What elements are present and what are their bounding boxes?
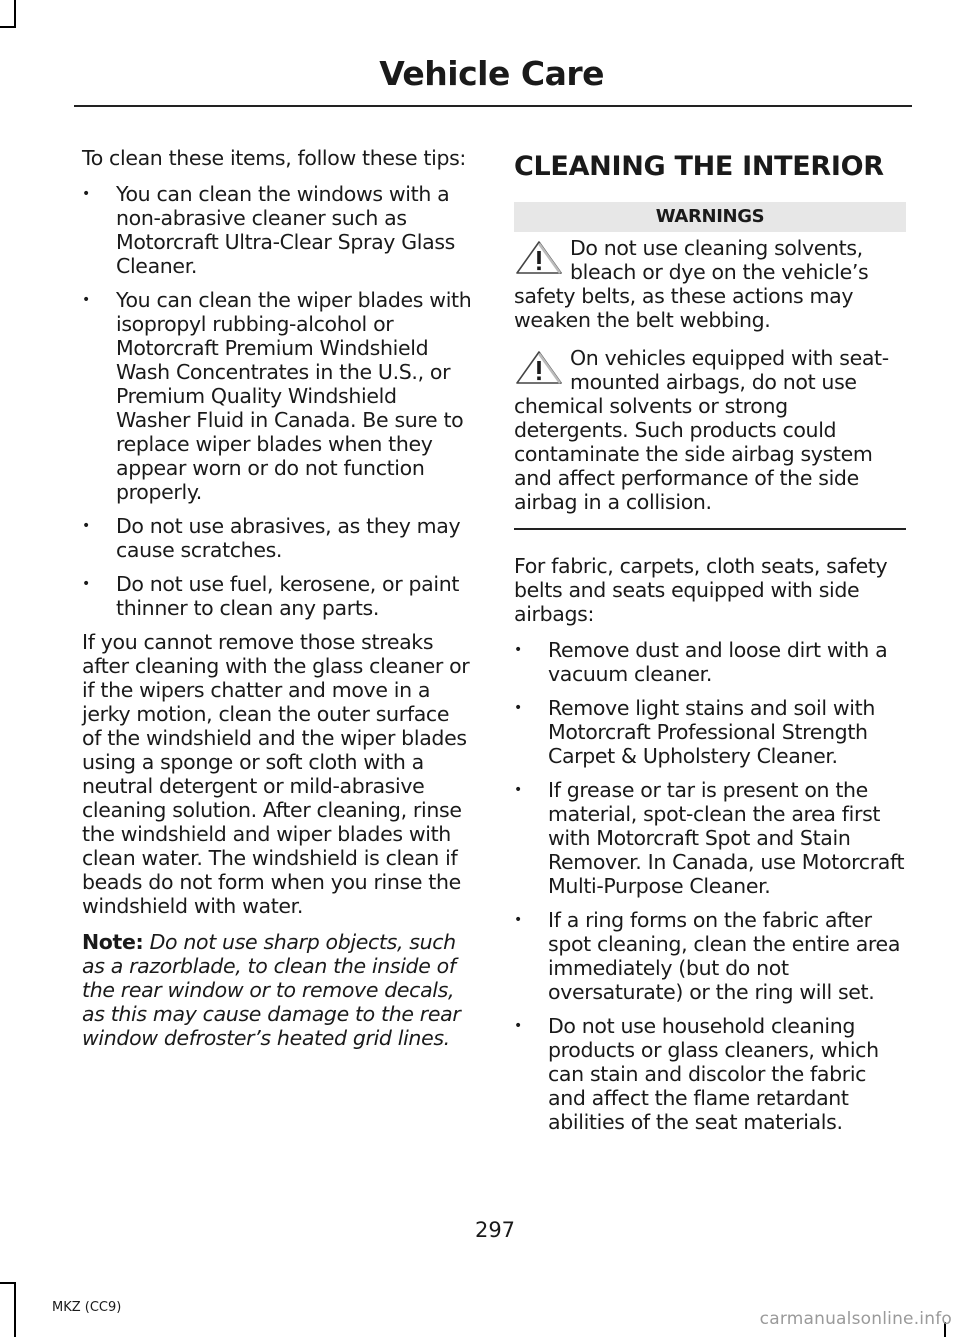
note-label: Note: bbox=[82, 930, 144, 954]
crop-mark-top-left-v bbox=[14, 0, 16, 28]
warnings-heading: WARNINGS bbox=[514, 202, 906, 232]
list-item: • Do not use abrasives, as they may cause scratches. bbox=[82, 514, 474, 562]
warning-text: Do not use cleaning solvents, bleach or dye on the vehicle’s safety belts, as these actions may weaken the belt webbing. bbox=[514, 236, 869, 332]
list-item: • Do not use fuel, kerosene, or paint thinner to clean any parts. bbox=[82, 572, 474, 620]
left-paragraph: If you cannot remove those streaks after cleaning with the glass cleaner or if the wipers chatter and move in a jerky motion, clean the outer surface of the windshield and the wiper blades using a sponge or soft cloth with a neutral detergent or mild-abrasive cleaning solution. After cleaning, rinse the windshield and wiper blades with clean water. The windshield is clean if beads do not form when you rinse the windshield with water. bbox=[82, 630, 470, 918]
list-item: • If grease or tar is present on the material, spot-clean the area first with Motorcraft Spot and Stain Remover. In Canada, use Motorcraft Multi-Purpose Cleaner. bbox=[514, 778, 906, 898]
page-number: 297 bbox=[474, 1218, 516, 1242]
note-text: Do not use sharp objects, such as a razorblade, to clean the inside of the rear window or to remove decals, as this may cause damage to the rear window defroster’s heated grid lines. bbox=[82, 930, 461, 1050]
watermark: carmanualsonline.info bbox=[759, 1309, 952, 1329]
right-intro: For fabric, carpets, cloth seats, safety belts and seats equipped with side airbags: bbox=[514, 554, 888, 626]
warning-triangle-icon bbox=[514, 350, 564, 386]
warning-item bbox=[514, 236, 906, 332]
warning-item bbox=[514, 346, 906, 514]
right-bullet-list bbox=[514, 638, 906, 1134]
crop-mark-bottom-left-h bbox=[0, 1282, 16, 1284]
list-item: • You can clean the wiper blades with isopropyl rubbing-alcohol or Motorcraft Premium Windshield Wash Concentrates in the U.S., or Premium Quality Windshield Washer Fluid in Canada. Be sure to replace wiper blades when they appear worn or do not function properly. bbox=[82, 288, 474, 504]
model-code: MKZ (CC9) bbox=[52, 1300, 122, 1315]
list-item: • If a ring forms on the fabric after spot cleaning, clean the entire area immediately (but do not oversaturate) or the ring will set. bbox=[514, 908, 906, 1004]
crop-mark-top-left-h bbox=[0, 26, 16, 28]
warning-text: On vehicles equipped with seat-mounted airbags, do not use chemical solvents or strong detergents. Such products could contaminate the side airbag system and affect performance of the side airbag in a collision. bbox=[514, 346, 889, 514]
left-column bbox=[82, 146, 474, 1062]
left-intro: To clean these items, follow these tips: bbox=[82, 146, 466, 170]
warnings-block bbox=[514, 236, 906, 530]
section-title: CLEANING THE INTERIOR bbox=[514, 151, 884, 182]
list-item: • Do not use household cleaning products or glass cleaners, which can stain and discolor the fabric and affect the flame retardant abilities of the seat materials. bbox=[514, 1014, 906, 1134]
list-item: • Remove light stains and soil with Motorcraft Professional Strength Carpet & Upholstery Cleaner. bbox=[514, 696, 906, 768]
note bbox=[82, 930, 474, 1050]
header-divider bbox=[74, 105, 912, 107]
warning-triangle-icon bbox=[514, 240, 564, 276]
left-bullet-list bbox=[82, 182, 474, 620]
list-item: • Remove dust and loose dirt with a vacuum cleaner. bbox=[514, 638, 906, 686]
crop-mark-bottom-left-v bbox=[14, 1282, 16, 1337]
page-title: Vehicle Care bbox=[379, 54, 604, 93]
list-item: • You can clean the windows with a non-abrasive cleaner such as Motorcraft Ultra-Clear Spray Glass Cleaner. bbox=[82, 182, 474, 278]
right-column bbox=[514, 146, 906, 1144]
